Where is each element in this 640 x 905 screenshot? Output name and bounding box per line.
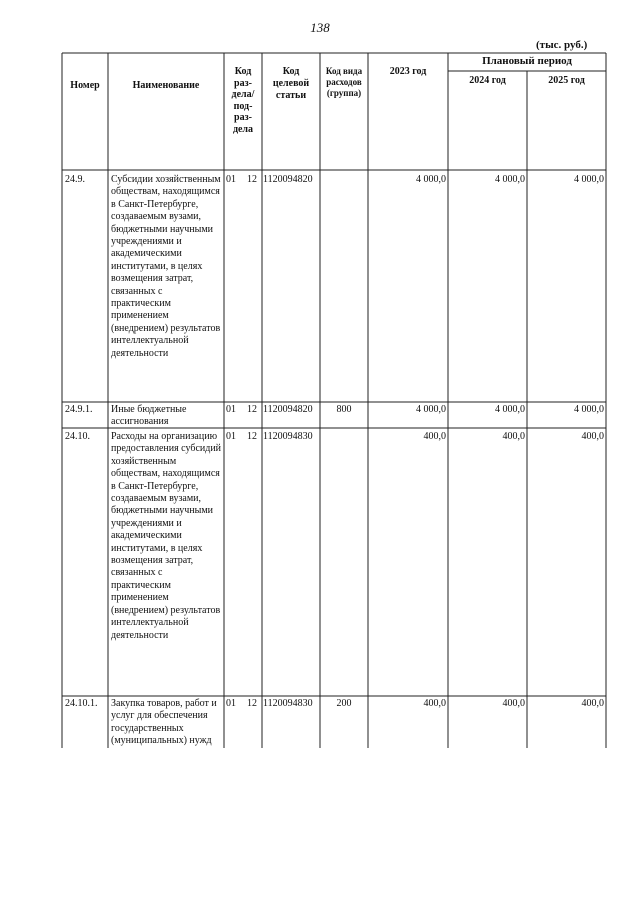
row-1-number: 24.9. xyxy=(65,174,85,185)
header-expense-type: Код вида расходов (группа) xyxy=(325,66,363,98)
row-3-section: 01 xyxy=(226,431,236,442)
header-2023: 2023 год xyxy=(389,66,427,77)
row-1-section: 01 xyxy=(226,174,236,185)
row-3-2024: 400,0 xyxy=(502,431,525,442)
row-1-target: 1120094820 xyxy=(263,174,313,185)
row-3-target: 1120094830 xyxy=(263,431,313,442)
units-label: (тыс. руб.) xyxy=(536,39,588,51)
header-number: Номер xyxy=(70,80,100,91)
row-4-subsection: 12 xyxy=(247,698,257,709)
header-section-code: Код раз-дела/ под-раз-дела xyxy=(231,66,255,135)
row-1-name: Субсидии хозяйственным обществам, находящимся в Санкт-Петербурге, создаваемым вузами, бюджетными научными учреждениями и академическими институтами, в целях возмещения затрат, связанных с практическим применением (внедрением) результатов интеллектуальной деятельности xyxy=(111,174,221,359)
row-4-2023: 400,0 xyxy=(423,698,446,709)
row-4-2024: 400,0 xyxy=(502,698,525,709)
header-planned-period: Плановый период xyxy=(482,55,572,67)
row-4-expense: 200 xyxy=(336,698,352,709)
header-name: Наименование xyxy=(132,80,200,91)
row-2-number: 24.9.1. xyxy=(65,404,93,415)
row-4-2025: 400,0 xyxy=(581,698,604,709)
row-4-target: 1120094830 xyxy=(263,698,313,709)
row-3-name: Расходы на организацию предоставления субсидий хозяйственным обществам, находящимся в Санкт-Петербурге, создаваемым вузами, бюджетными научными учреждениями и академическими институтами, в целях возмещения затрат, связанных с практическим применением (внедрением) результатов интеллектуальной деятельности xyxy=(111,431,222,641)
row-2-subsection: 12 xyxy=(247,404,257,415)
row-2-2023: 4 000,0 xyxy=(416,404,446,415)
row-3-2025: 400,0 xyxy=(581,431,604,442)
row-2-name: Иные бюджетные ассигнования xyxy=(111,404,187,428)
row-3-number: 24.10. xyxy=(65,431,90,442)
row-1-subsection: 12 xyxy=(247,174,257,185)
header-target-code: Код целевой статьи xyxy=(272,66,310,101)
row-4-number: 24.10.1. xyxy=(65,698,98,709)
row-1-2023: 4 000,0 xyxy=(416,174,446,185)
page-number: 138 xyxy=(310,20,330,35)
row-1-2025: 4 000,0 xyxy=(574,174,604,185)
row-2-section: 01 xyxy=(226,404,236,415)
row-4-section: 01 xyxy=(226,698,236,709)
row-2-2025: 4 000,0 xyxy=(574,404,604,415)
row-1-2024: 4 000,0 xyxy=(495,174,525,185)
row-3-2023: 400,0 xyxy=(423,431,446,442)
row-2-target: 1120094820 xyxy=(263,404,313,415)
row-2-2024: 4 000,0 xyxy=(495,404,525,415)
row-4-name: Закупка товаров, работ и услуг для обеспечения государственных (муниципальных) нужд xyxy=(111,698,217,747)
header-2025: 2025 год xyxy=(548,75,585,86)
header-2024: 2024 год xyxy=(469,75,506,86)
row-2-expense: 800 xyxy=(336,404,352,415)
row-3-subsection: 12 xyxy=(247,431,257,442)
